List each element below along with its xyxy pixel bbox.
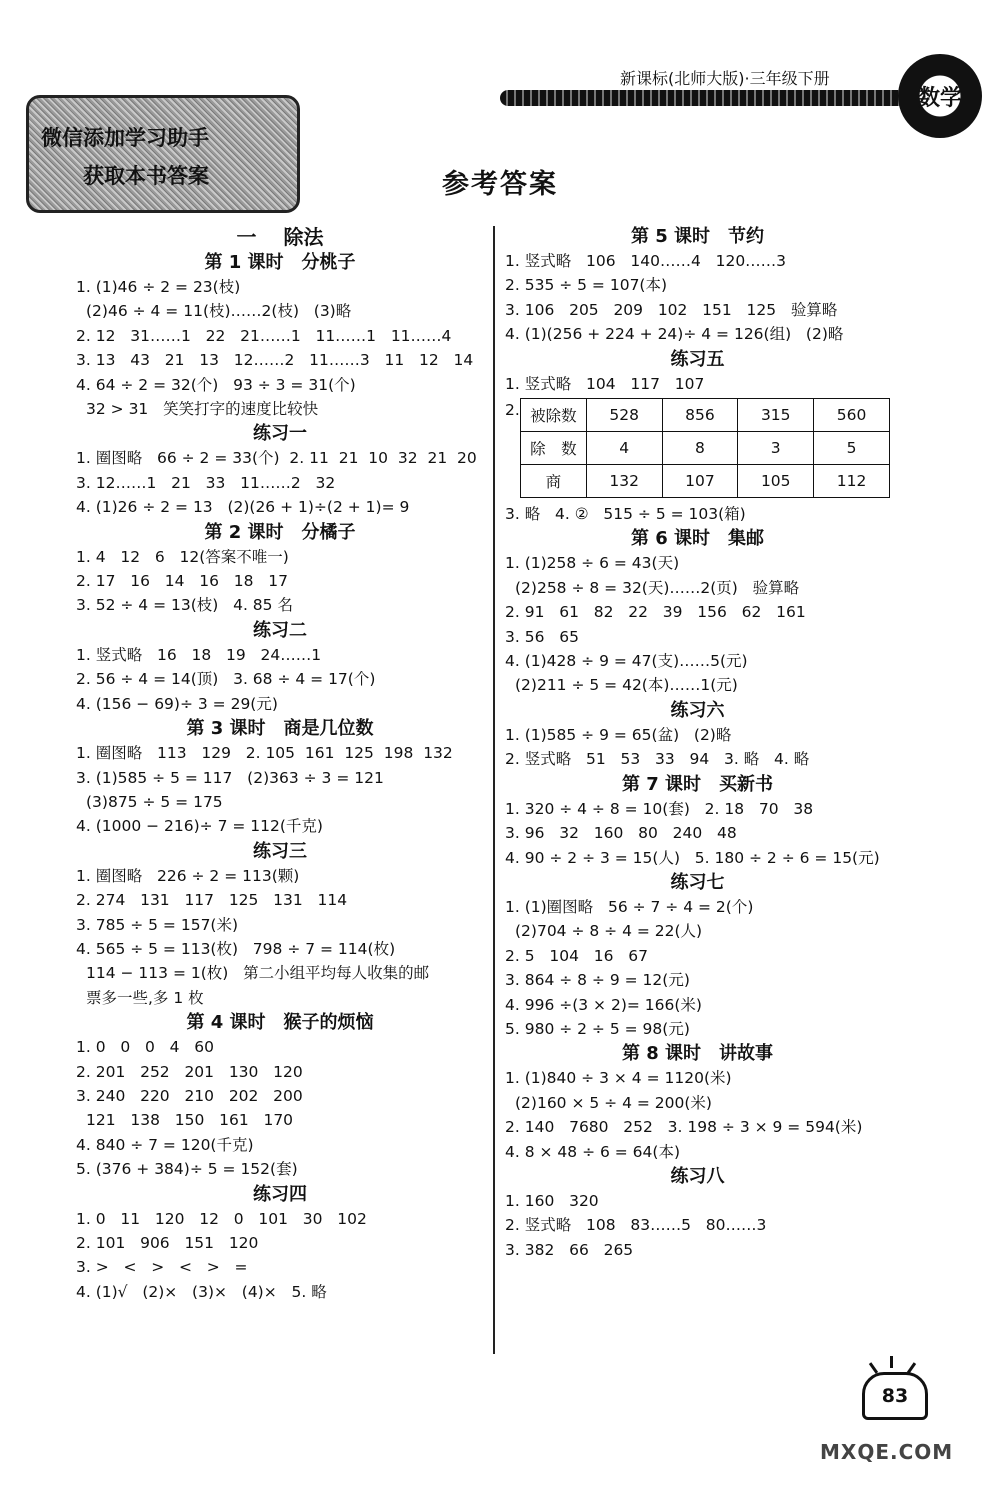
- answer-line: 1. (1)585 ÷ 9 = 65(盆) (2)略: [505, 725, 732, 744]
- table-cell: 3: [738, 432, 814, 465]
- answer-line: 3. 略 4. ② 515 ÷ 5 = 103(箱): [505, 505, 746, 524]
- division-table: [520, 398, 890, 498]
- answer-line: 3. 96 32 160 80 240 48: [505, 824, 737, 843]
- answer-line: 票多一些,多 1 枚: [86, 988, 204, 1007]
- answer-line: 2. 91 61 82 22 39 156 62 161: [505, 603, 806, 622]
- answer-line: (2)704 ÷ 8 ÷ 4 = 22(人): [515, 922, 703, 941]
- answer-line: 4. 64 ÷ 2 = 32(个) 93 ÷ 3 = 31(个): [76, 375, 356, 394]
- section-heading: 第 2 课时 分橘子: [204, 521, 356, 543]
- book-series: 新课标(北师大版)·三年级下册: [620, 69, 830, 88]
- table-cell: 560: [814, 399, 890, 432]
- answer-line: 2. 535 ÷ 5 = 107(本): [505, 276, 668, 295]
- answer-line: 2. 101 906 151 120: [76, 1234, 259, 1252]
- table-row-header: 除 数: [521, 432, 587, 465]
- answer-line: 2. 竖式略 108 83……5 80……3: [505, 1216, 767, 1235]
- stamp-line-2: 获取本书答案: [83, 164, 209, 188]
- answer-line: 2. 140 7680 252 3. 198 ÷ 3 × 9 = 594(米): [505, 1118, 863, 1137]
- answer-line: 4. 840 ÷ 7 = 120(千克): [76, 1135, 254, 1154]
- section-heading: 一 除法: [236, 225, 324, 249]
- answer-line: 1. (1)圈图略 56 ÷ 7 ÷ 4 = 2(个): [505, 897, 754, 916]
- answer-line: 1. 160 320: [505, 1191, 599, 1210]
- answer-line: 1. 圈图略 66 ÷ 2 = 33(个) 2. 11 21 10 32 21 20: [76, 449, 477, 468]
- answer-line: (2)258 ÷ 8 = 32(天)……2(页) 验算略: [515, 578, 800, 597]
- answer-line: 2. 56 ÷ 4 = 14(顶) 3. 68 ÷ 4 = 17(个): [76, 670, 376, 689]
- answer-line: 4. (1)√ (2)× (3)× (4)× 5. 略: [76, 1282, 327, 1301]
- answer-line: 3. 56 65: [505, 627, 579, 646]
- table-cell: 107: [662, 465, 738, 498]
- subject-badge-label: 数学: [917, 85, 962, 111]
- answer-line: 5. 980 ÷ 2 ÷ 5 = 98(元): [505, 1019, 690, 1038]
- page-title: 参考答案: [442, 169, 558, 200]
- stamp-line-1: 微信添加学习助手: [41, 126, 209, 150]
- answer-line: (2)211 ÷ 5 = 42(本)……1(元): [515, 676, 738, 695]
- answer-line: 3. > < > < > =: [76, 1258, 248, 1277]
- right-column: [505, 224, 890, 1262]
- table-cell: 5: [814, 432, 890, 465]
- table-row: [521, 399, 890, 432]
- answer-line: 32 > 31 笑笑打字的速度比较快: [86, 400, 319, 419]
- table-cell: 4: [586, 432, 662, 465]
- answer-line: 3. 106 205 209 102 151 125 验算略: [505, 300, 838, 319]
- answer-line: 3. 864 ÷ 8 ÷ 9 = 12(元): [505, 971, 690, 990]
- section-heading: 练习四: [253, 1183, 307, 1205]
- section-heading: 第 4 课时 猴子的烦恼: [186, 1012, 374, 1034]
- table-cell: 105: [738, 465, 814, 498]
- section-heading: 练习八: [670, 1165, 725, 1187]
- page-number: 83: [881, 1385, 909, 1407]
- answer-line: 3. (1)585 ÷ 5 = 117 (2)363 ÷ 3 = 121: [76, 768, 384, 787]
- answer-line: 1. 竖式略 16 18 19 24……1: [76, 645, 322, 664]
- answer-line: 4. (1000 − 216)÷ 7 = 112(千克): [76, 817, 323, 836]
- section-heading: 第 1 课时 分桃子: [204, 252, 356, 273]
- section-heading: 第 5 课时 节约: [630, 226, 765, 247]
- answer-line: 2. 竖式略 51 53 33 94 3. 略 4. 略: [505, 750, 810, 769]
- watermark: MXQE.COM: [820, 1440, 954, 1464]
- table-cell: 856: [662, 399, 738, 432]
- table-cell: 528: [586, 399, 662, 432]
- section-heading: 练习一: [253, 423, 307, 445]
- answer-line: 121 138 150 161 170: [86, 1111, 294, 1130]
- section-heading: 第 8 课时 讲故事: [621, 1043, 774, 1065]
- section-heading: 练习二: [253, 619, 307, 641]
- question-number: 2.: [505, 401, 520, 420]
- answer-line: 1. (1)840 ÷ 3 × 4 = 1120(米): [505, 1069, 732, 1088]
- answer-line: 4. (1)(256 + 224 + 24)÷ 4 = 126(组) (2)略: [505, 325, 844, 344]
- answer-line: 2. 17 16 14 16 18 17: [76, 572, 288, 591]
- answer-line: 5. (376 + 384)÷ 5 = 152(套): [76, 1160, 298, 1179]
- answer-line: 3. 785 ÷ 5 = 157(米): [76, 915, 239, 934]
- left-column: [76, 224, 484, 1304]
- subject-badge: [898, 54, 982, 138]
- answer-line: 2. 201 252 201 130 120: [76, 1062, 303, 1081]
- answer-line: 1. (1)46 ÷ 2 = 23(枝): [76, 278, 241, 296]
- answer-line: 114 − 113 = 1(枚) 第二小组平均每人收集的邮: [86, 964, 430, 983]
- answer-line: 1. 圈图略 226 ÷ 2 = 113(颗): [76, 866, 300, 885]
- table-cell: 132: [586, 465, 662, 498]
- section-heading: 练习五: [670, 348, 725, 370]
- answer-line: 1. 竖式略 106 140……4 120……3: [505, 252, 787, 270]
- answer-line: 1. 0 0 0 4 60: [76, 1038, 215, 1057]
- answer-line: 3. 52 ÷ 4 = 13(枝) 4. 85 名: [76, 596, 293, 615]
- answer-line: 1. 竖式略 104 117 107: [505, 374, 705, 393]
- answer-line: 2. 5 104 16 67: [505, 946, 648, 965]
- table-row: [521, 432, 890, 465]
- section-heading: 第 3 课时 商是几位数: [186, 718, 374, 740]
- answer-line: 4. 996 ÷(3 × 2)= 166(米): [505, 995, 702, 1014]
- answer-line: (2)46 ÷ 4 = 11(枝)……2(枝) (3)略: [86, 302, 352, 321]
- answer-line: (2)160 × 5 ÷ 4 = 200(米): [515, 1093, 712, 1112]
- answer-line: 4. 8 × 48 ÷ 6 = 64(本): [505, 1142, 681, 1161]
- table-cell: 8: [662, 432, 738, 465]
- answer-line: 3. 382 66 265: [505, 1240, 634, 1259]
- answer-line: 4. 90 ÷ 2 ÷ 3 = 15(人) 5. 180 ÷ 2 ÷ 6 = 15(元): [505, 848, 880, 867]
- section-heading: 第 6 课时 集邮: [630, 528, 765, 550]
- answer-line: 1. 4 12 6 12(答案不唯一): [76, 547, 289, 566]
- section-heading: 练习三: [253, 840, 307, 862]
- table-row-header: 被除数: [521, 399, 587, 432]
- sun-ray-icon: [890, 1356, 893, 1368]
- section-heading: 练习七: [670, 871, 725, 893]
- table-row: [521, 465, 890, 498]
- answer-line: (3)875 ÷ 5 = 175: [86, 792, 223, 811]
- table-row-header: 商: [521, 465, 587, 498]
- answer-line: 3. 13 43 21 13 12……2 11……3 11 12 14: [76, 351, 474, 370]
- answer-line: 2. 274 131 117 125 131 114: [76, 891, 348, 910]
- table-cell: 315: [738, 399, 814, 432]
- section-heading: 练习六: [670, 699, 725, 721]
- answer-line: 3. 240 220 210 202 200: [76, 1086, 303, 1105]
- column-divider: [493, 226, 495, 1354]
- answer-line: 1. 0 11 120 12 0 101 30 102: [76, 1209, 367, 1228]
- header-banner: [500, 90, 920, 106]
- answer-line: 4. (1)26 ÷ 2 = 13 (2)(26 + 1)÷(2 + 1)= 9: [76, 498, 410, 517]
- page-number-badge: [862, 1372, 928, 1420]
- answer-line: 4. (1)428 ÷ 9 = 47(支)……5(元): [505, 652, 748, 671]
- answer-line: 4. 565 ÷ 5 = 113(枚) 798 ÷ 7 = 114(枚): [76, 939, 396, 958]
- answer-line: 1. 320 ÷ 4 ÷ 8 = 10(套) 2. 18 70 38: [505, 799, 814, 818]
- section-heading: 第 7 课时 买新书: [621, 773, 774, 795]
- quotient-table-block: [505, 398, 890, 498]
- answer-line: 1. (1)258 ÷ 6 = 43(天): [505, 554, 680, 573]
- answer-line: 2. 12 31……1 22 21……1 11……1 11……4: [76, 326, 452, 345]
- answer-line: 1. 圈图略 113 129 2. 105 161 125 198 132: [76, 744, 453, 763]
- answer-line: 4. (156 − 69)÷ 3 = 29(元): [76, 694, 278, 713]
- answer-line: 3. 12……1 21 33 11……2 32: [76, 473, 336, 492]
- table-cell: 112: [814, 465, 890, 498]
